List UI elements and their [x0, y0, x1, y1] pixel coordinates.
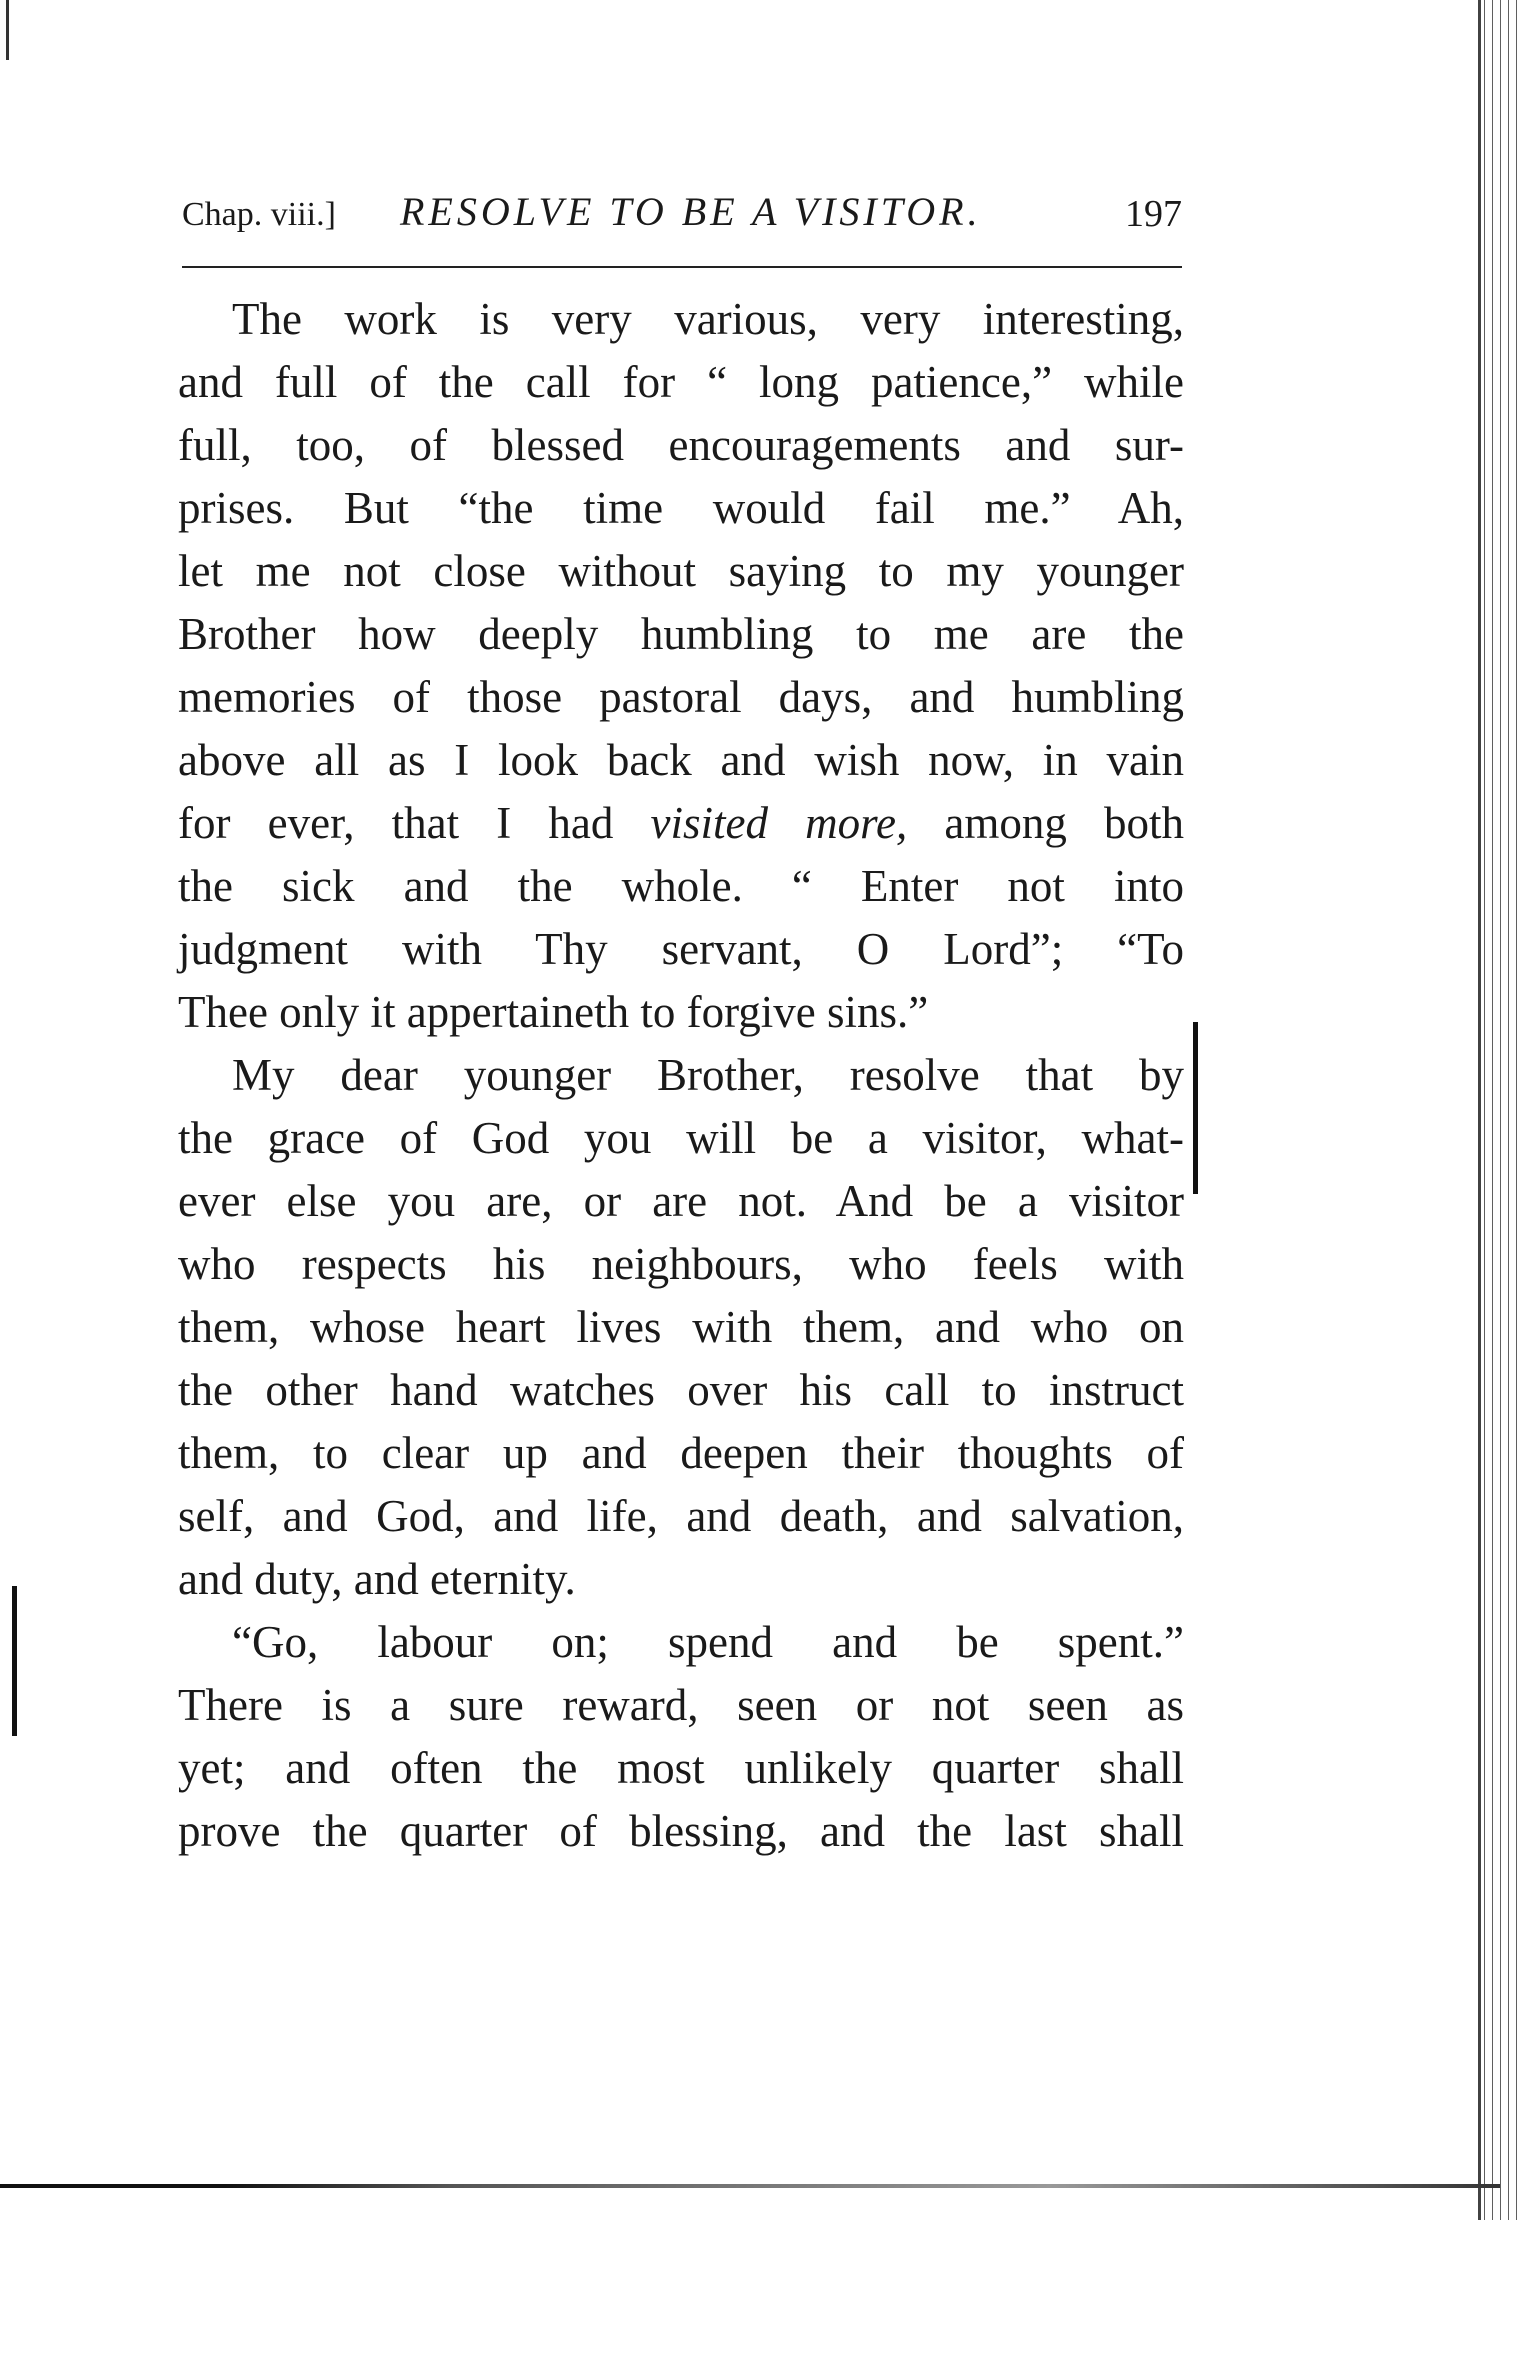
- book-edge: [1478, 0, 1521, 2220]
- text-line: There is a sure reward, seen or not seen as: [178, 1680, 1184, 1730]
- text-line: full, too, of blessed encouragements and sur-: [178, 420, 1184, 470]
- text-line: memories of those pastoral days, and humbling: [178, 672, 1184, 722]
- text-line: the grace of God you will be a visitor, what-: [178, 1113, 1184, 1163]
- text-line: them, whose heart lives with them, and who on: [178, 1302, 1184, 1352]
- text-line: let me not close without saying to my younger: [178, 546, 1184, 596]
- running-title: RESOLVE TO BE A VISITOR.: [400, 189, 982, 234]
- text-line: prove the quarter of blessing, and the last shall: [178, 1806, 1184, 1856]
- text-line: Thee only it appertaineth to forgive sins.”: [178, 987, 929, 1037]
- text-line: My dear younger Brother, resolve that by: [232, 1050, 1184, 1100]
- text-line: the other hand watches over his call to instruct: [178, 1365, 1184, 1415]
- text-line: them, to clear up and deepen their thoughts of: [178, 1428, 1184, 1478]
- text-line: yet; and often the most unlikely quarter shall: [178, 1743, 1184, 1793]
- scan-edge-mark: [12, 1586, 17, 1736]
- running-header: [182, 188, 1182, 248]
- italic-emphasis: visited more,: [650, 798, 908, 848]
- margin-mark: [1193, 1022, 1198, 1194]
- text-segment: for ever, that I had: [178, 798, 614, 848]
- page-bottom-edge: [0, 2184, 1500, 2188]
- header-rule: [182, 266, 1182, 268]
- text-line: “Go, labour on; spend and be spent.”: [232, 1617, 1184, 1667]
- body-text: [178, 288, 1184, 1863]
- scan-edge-mark: [6, 0, 9, 60]
- text-line: ever else you are, or are not. And be a visitor: [178, 1176, 1184, 1226]
- text-line: judgment with Thy servant, O Lord”; “To: [178, 924, 1184, 974]
- text-line: Brother how deeply humbling to me are the: [178, 609, 1184, 659]
- text-line: who respects his neighbours, who feels with: [178, 1239, 1184, 1289]
- text-line: prises. But “the time would fail me.” Ah,: [178, 483, 1184, 533]
- text-line: the sick and the whole. “ Enter not into: [178, 861, 1184, 911]
- text-line: above all as I look back and wish now, in vain: [178, 735, 1184, 785]
- text-line: [178, 792, 1184, 855]
- text-line: self, and God, and life, and death, and salvation,: [178, 1491, 1184, 1541]
- page-number: 197: [1125, 193, 1182, 235]
- text-line: The work is very various, very interesting,: [232, 294, 1184, 344]
- chapter-label: Chap. viii.]: [182, 196, 336, 233]
- text-line: and full of the call for “ long patience,” while: [178, 357, 1184, 407]
- text-line: and duty, and eternity.: [178, 1554, 576, 1604]
- text-segment: among both: [944, 798, 1185, 848]
